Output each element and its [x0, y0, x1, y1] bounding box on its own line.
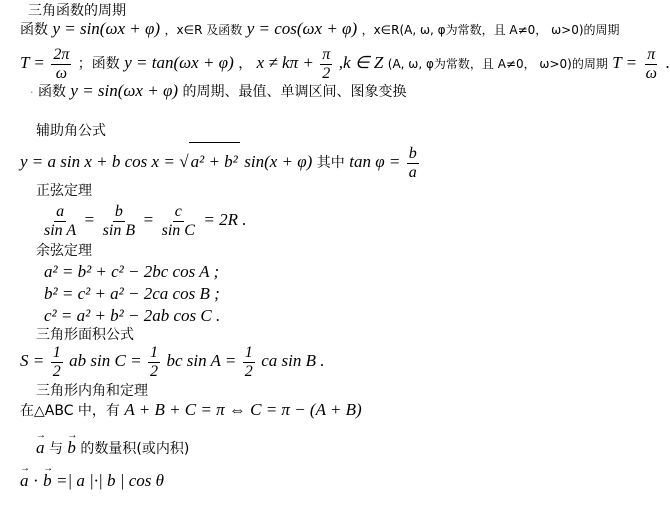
- numerator: a: [56, 202, 65, 220]
- denominator: sin B: [102, 221, 136, 239]
- bullet-dot-icon: ·: [30, 86, 34, 99]
- period-T: T =: [20, 53, 45, 72]
- formula-sin: y = sin(ωx + φ): [52, 19, 161, 38]
- condition: x ≠ kπ +: [256, 53, 314, 72]
- equals: =: [143, 210, 154, 229]
- text: ，x∈R 及函数: [164, 23, 243, 37]
- fraction-c-sinC: [160, 203, 197, 240]
- cosine-law-eq3: c² = a² + b² − 2ab cos C .: [44, 306, 221, 325]
- text: (A, ω, φ为常数，且 A≠0， ω>0)的周期: [387, 57, 608, 71]
- numerator: 1: [150, 343, 158, 361]
- formula: sin(x + φ): [244, 152, 313, 171]
- formula-sin: y = sin(ωx + φ): [70, 81, 179, 100]
- section-title-area: 三角形面积公式: [36, 327, 134, 343]
- section-title-angle-sum: 三角形内角和定理: [36, 383, 148, 399]
- numerator: 1: [244, 343, 253, 361]
- denominator: sin A: [44, 221, 77, 239]
- text: 的数量积(或内积): [80, 441, 190, 457]
- formula: S =: [20, 351, 45, 370]
- period-line-2: [20, 44, 670, 83]
- text: 函数: [20, 22, 48, 38]
- section-title-cosine-law: 余弦定理: [36, 243, 92, 259]
- sqrt-icon: √: [179, 152, 189, 171]
- equals: =: [84, 210, 95, 229]
- cosine-law-eq2: b² = c² + a² − 2ca cos B ;: [44, 284, 220, 303]
- text: ，: [238, 56, 253, 72]
- fraction-half: [148, 344, 160, 381]
- numerator: b: [408, 144, 417, 162]
- formula: = 2R .: [203, 210, 247, 229]
- formula: ca sin B .: [261, 351, 325, 370]
- denominator: a: [408, 163, 417, 181]
- text: 的周期、最值、单调区间、图象变换: [182, 84, 407, 100]
- denominator: 2: [150, 362, 158, 380]
- fraction-pi-2: [320, 46, 332, 83]
- vector-b: → b: [67, 434, 76, 458]
- fraction-b-a: [407, 145, 419, 182]
- fraction-a-sinA: [42, 203, 78, 240]
- denominator: sin C: [161, 221, 195, 239]
- condition: ,k ∈ Z: [338, 53, 384, 72]
- formula-tan: y = tan(ωx + φ): [124, 53, 234, 72]
- sine-law-formula: [40, 200, 247, 241]
- formula: ab sin C =: [69, 351, 142, 370]
- numerator: 2π: [53, 45, 70, 63]
- cosine-law-eq1: a² = b² + c² − 2bc cos A ;: [44, 262, 220, 281]
- text: 在△ABC 中，有: [20, 403, 120, 419]
- numerator: c: [174, 202, 182, 220]
- dot-product-title: [36, 434, 189, 459]
- numerator: b: [114, 202, 123, 220]
- text: 函数: [37, 84, 66, 100]
- denominator: ω: [55, 64, 67, 82]
- period: .: [665, 53, 670, 72]
- section-title-sine-law: 正弦定理: [36, 183, 92, 199]
- formula-cos: y = cos(ωx + φ): [246, 19, 358, 38]
- section-title-period: 三角函数的周期: [28, 3, 126, 19]
- sqrt-content: a² + b²: [189, 142, 240, 181]
- text: 与: [48, 441, 63, 457]
- numerator: π: [647, 45, 656, 63]
- numerator: 1: [52, 343, 61, 361]
- fraction-pi-omega: [644, 46, 659, 83]
- area-formula: [20, 342, 325, 381]
- text: 其中: [316, 155, 345, 171]
- numerator: π: [322, 45, 331, 63]
- dot-operator: ·: [32, 471, 39, 490]
- formula: =| a |·| b | cos θ: [56, 471, 164, 490]
- dot-product-formula: [20, 466, 164, 493]
- vector-a: → a: [36, 434, 45, 458]
- fraction-half: [51, 344, 63, 381]
- fraction-half: [243, 344, 255, 381]
- period-line-3: [30, 82, 406, 102]
- period-line-1: [20, 20, 620, 39]
- auxiliary-formula: [20, 142, 421, 182]
- fraction-b-sinB: [101, 203, 137, 240]
- angle-sum-formula: [20, 400, 362, 421]
- formula: bc sin A =: [166, 351, 237, 370]
- denominator: ω: [645, 64, 657, 82]
- tan-phi: tan φ =: [349, 152, 401, 171]
- text: ，x∈R(A, ω, φ为常数，且 A≠0， ω>0)的周期: [361, 23, 620, 37]
- text: ；函数: [77, 56, 120, 72]
- section-title-auxiliary: 辅助角公式: [36, 123, 106, 139]
- vector-b: → b: [43, 466, 52, 492]
- formula: A + B + C = π ⇔ C = π − (A + B): [124, 400, 362, 419]
- denominator: 2: [322, 64, 331, 82]
- denominator: 2: [244, 362, 253, 380]
- formula: y = a sin x + b cos x =: [20, 152, 175, 171]
- period-T: T =: [612, 53, 638, 72]
- vector-a: → a: [20, 466, 29, 492]
- fraction-2pi-omega: [51, 46, 71, 83]
- denominator: 2: [52, 362, 61, 380]
